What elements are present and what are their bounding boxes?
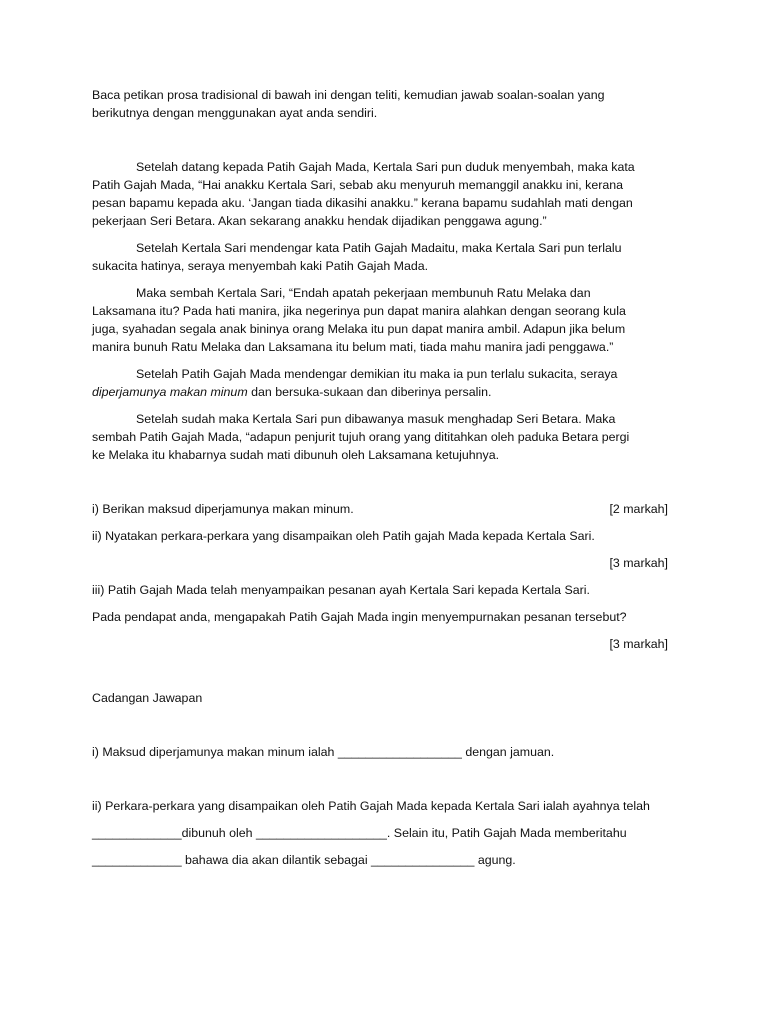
passage-p3-line-3: juga, syahadan segala anak bininya orang Melaka itu pun dapat manira ambil. Adapun jika belum — [92, 322, 626, 336]
instruction-line-1: Baca petikan prosa tradisional di bawah ini dengan teliti, kemudian jawab soalan-soalan yang — [92, 88, 605, 102]
answers-heading: Cadangan Jawapan — [92, 691, 203, 705]
question-3-line-2: Pada pendapat anda, mengapakah Patih Gajah Mada ingin menyempurnakan pesanan tersebut? — [92, 610, 627, 624]
passage-p4-line-2-rest: dan bersuka-sukaan dan diberinya persalin. — [247, 385, 492, 399]
passage-p2-line-2: sukacita hatinya, seraya menyembah kaki Patih Gajah Mada. — [92, 259, 429, 273]
question-1-text: i) Berikan maksud diperjamunya makan minum. — [92, 502, 354, 516]
passage-p1-line-3: pesan bapamu kepada aku. ‘Jangan tiada dikasihi anakku.” kerana bapamu sudahlah mati dengan — [92, 196, 633, 210]
passage-p2-line-1: Setelah Kertala Sari mendengar kata Patih Gajah Madaitu, maka Kertala Sari pun terlalu — [136, 241, 622, 255]
worksheet-page — [92, 86, 668, 869]
passage-p1-line-2: Patih Gajah Mada, “Hai anakku Kertala Sari, sebab aku menyuruh memanggil anakku ini, kerana — [92, 178, 624, 192]
question-2-marks: [3 markah] — [609, 556, 668, 570]
italic-phrase: diperjamunya makan minum — [92, 385, 248, 399]
question-1 — [92, 500, 668, 518]
passage-p3-line-4: manira bunuh Ratu Melaka dan Laksamana itu belum mati, tiada mahu manira jadi penggawa.” — [92, 340, 614, 354]
question-3-line-1: iii) Patih Gajah Mada telah menyampaikan pesanan ayah Kertala Sari kepada Kertala Sari. — [92, 583, 590, 597]
question-3-marks: [3 markah] — [609, 637, 668, 651]
passage-p4-line-1: Setelah Patih Gajah Mada mendengar demikian itu maka ia pun terlalu sukacita, seraya — [136, 367, 618, 381]
instruction-line-2: berikutnya dengan menggunakan ayat anda sendiri. — [92, 106, 378, 120]
passage-p5-line-2: sembah Patih Gajah Mada, “adapun penjurit tujuh orang yang dititahkan oleh paduka Betara pergi — [92, 430, 630, 444]
passage-p3-line-1: Maka sembah Kertala Sari, “Endah apatah pekerjaan membunuh Ratu Melaka dan — [136, 286, 591, 300]
passage-p4-line-2 — [92, 383, 668, 401]
answer-2-line-1: ii) Perkara-perkara yang disampaikan oleh Patih Gajah Mada kepada Kertala Sari ialah ayahnya telah — [92, 799, 650, 813]
answer-1: i) Maksud diperjamunya makan minum ialah __________________ dengan jamuan. — [92, 745, 555, 759]
passage-p5-line-3: ke Melaka itu khabarnya sudah mati dibunuh oleh Laksamana ketujuhnya. — [92, 448, 500, 462]
passage-p1-line-4: pekerjaan Seri Betara. Akan sekarang anakku hendak dijadikan penggawa agung.” — [92, 214, 547, 228]
passage-p3-line-2: Laksamana itu? Pada hati manira, jika negerinya pun dapat manira alahkan dengan seorang kula — [92, 304, 626, 318]
question-2-text: ii) Nyatakan perkara-perkara yang disampaikan oleh Patih gajah Mada kepada Kertala Sari. — [92, 529, 595, 543]
answer-2-line-2: _____________dibunuh oleh ___________________. Selain itu, Patih Gajah Mada memberitahu — [92, 826, 627, 840]
passage-p5-line-1: Setelah sudah maka Kertala Sari pun dibawanya masuk menghadap Seri Betara. Maka — [136, 412, 616, 426]
answer-2-line-3: _____________ bahawa dia akan dilantik sebagai _______________ agung. — [92, 853, 516, 867]
question-1-marks: [2 markah] — [609, 502, 668, 516]
passage-p1-line-1: Setelah datang kepada Patih Gajah Mada, Kertala Sari pun duduk menyembah, maka kata — [136, 160, 635, 174]
